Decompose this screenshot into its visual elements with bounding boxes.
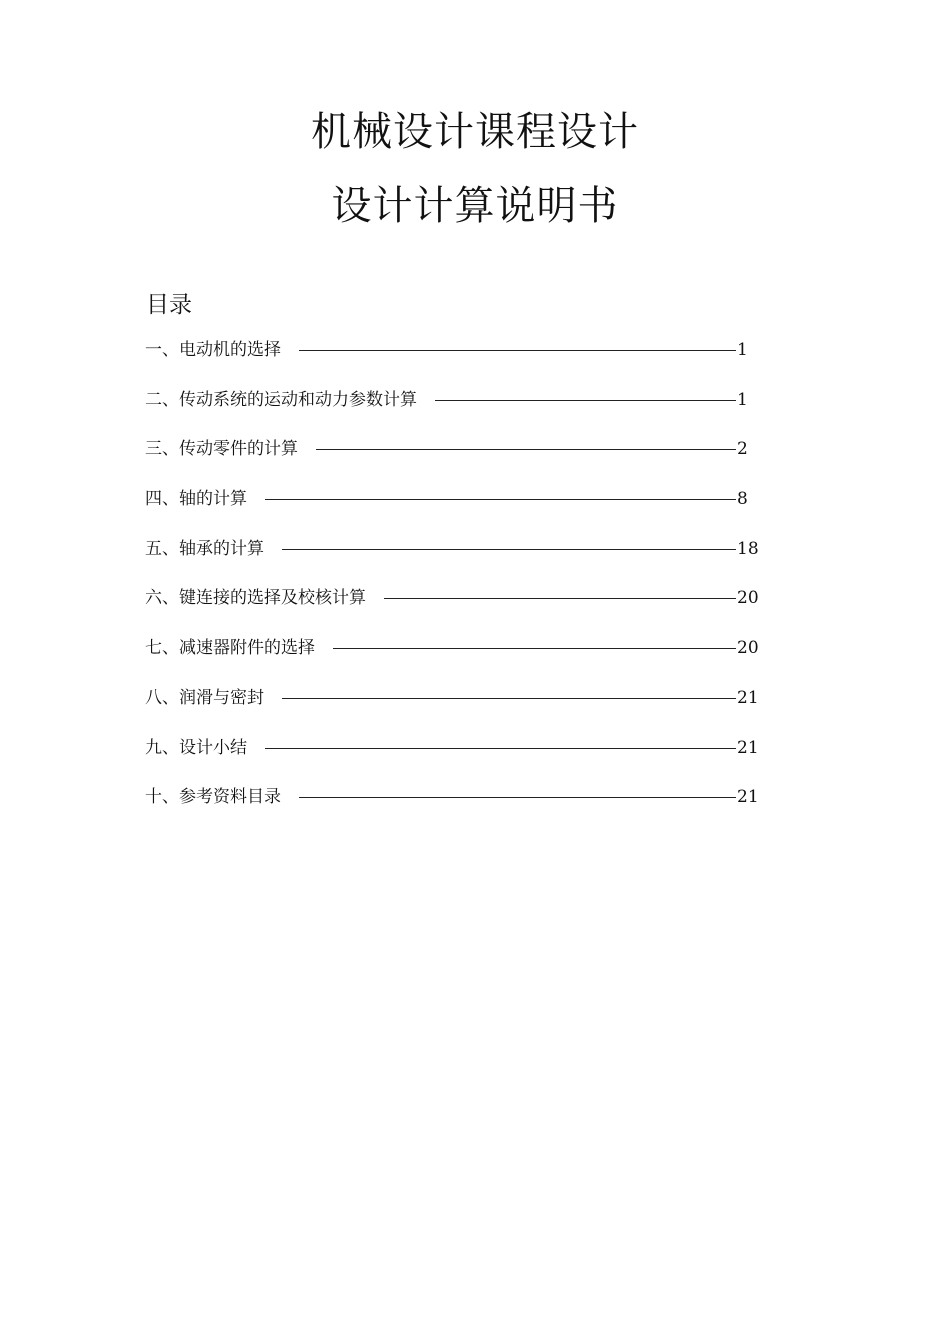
- toc-entry-label: 二、传动系统的运动和动力参数计算: [145, 389, 417, 410]
- toc-entry: [145, 337, 765, 387]
- toc-leader-line: [384, 598, 736, 599]
- toc-leader-line: [435, 400, 736, 401]
- toc-leader-line: [333, 648, 736, 649]
- toc-entry-label: 一、电动机的选择: [145, 340, 281, 360]
- toc-entry-page: 8: [737, 489, 748, 510]
- toc-entry-label: 七、减速器附件的选择: [145, 638, 315, 659]
- document-subtitle: 设计计算说明书: [331, 183, 619, 229]
- toc-leader-line: [265, 499, 736, 500]
- toc-entry: [145, 536, 765, 586]
- toc-entry-page: 21: [737, 737, 759, 758]
- toc-entry-label: 五、轴承的计算: [145, 538, 264, 559]
- toc-leader-line: [265, 748, 736, 749]
- toc-entry-page: 1: [737, 389, 748, 410]
- toc-list: [145, 337, 765, 834]
- toc-entry-page: 2: [737, 439, 748, 460]
- toc-entry: [145, 635, 765, 685]
- toc-entry: [145, 585, 765, 635]
- toc-entry-page: 1: [737, 340, 748, 360]
- toc-entry-label: 十、参考资料目录: [145, 787, 281, 808]
- toc-leader-line: [299, 350, 736, 351]
- toc-entry-page: 20: [737, 638, 759, 659]
- toc-entry: [145, 387, 765, 437]
- toc-leader-line: [282, 698, 736, 699]
- toc-entry: [145, 735, 765, 785]
- toc-leader-line: [316, 449, 736, 450]
- toc-entry-label: 六、键连接的选择及校核计算: [145, 588, 366, 609]
- toc-entry-label: 三、传动零件的计算: [145, 439, 298, 460]
- toc-entry: [145, 685, 765, 735]
- toc-entry-page: 21: [737, 787, 759, 808]
- toc-entry-label: 九、设计小结: [145, 737, 247, 758]
- toc-entry: [145, 436, 765, 486]
- toc-leader-line: [299, 797, 736, 798]
- toc-entry-label: 八、润滑与密封: [145, 687, 264, 708]
- toc-entry-page: 21: [737, 687, 759, 708]
- toc-entry: [145, 486, 765, 536]
- toc-entry: [145, 784, 765, 834]
- toc-leader-line: [282, 549, 736, 550]
- toc-entry-label: 四、轴的计算: [145, 489, 247, 510]
- toc-entry-page: 20: [737, 588, 759, 609]
- document-title: 机械设计课程设计: [311, 109, 639, 155]
- toc-heading: 目录: [146, 292, 192, 318]
- toc-entry-page: 18: [737, 538, 759, 559]
